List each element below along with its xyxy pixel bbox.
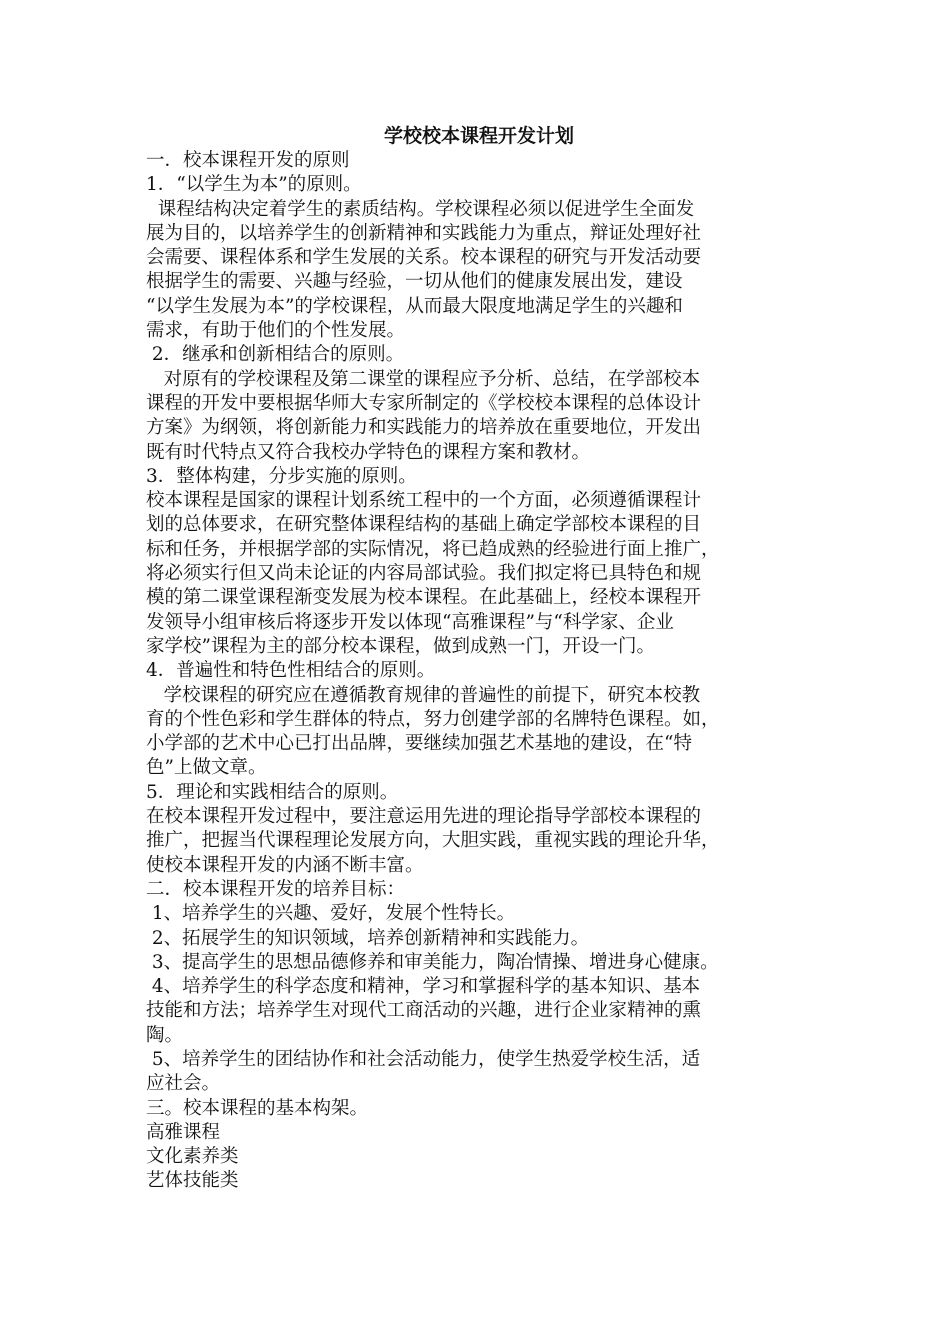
body-line: 展为目的，以培养学生的创新精神和实践能力为重点，辩证处理好社 xyxy=(146,222,702,244)
body-line: 标和任务，并根据学部的实际情况，将已趋成熟的经验进行面上推广， xyxy=(146,538,720,560)
body-line: 划的总体要求，在研究整体课程结构的基础上确定学部校本课程的目 xyxy=(146,514,702,536)
body-line: 对原有的学校课程及第二课堂的课程应予分析、总结，在学部校本 xyxy=(146,368,701,390)
body-line: 学校课程的研究应在遵循教育规律的普遍性的前提下，研究本校教 xyxy=(146,684,701,706)
body-line: 既有时代特点又符合我校办学特色的课程方案和教材。 xyxy=(146,441,591,463)
body-line: 在校本课程开发过程中，要注意运用先进的理论指导学部校本课程的 xyxy=(146,806,702,828)
body-line: 家学校”课程为主的部分校本课程，做到成熟一门，开设一门。 xyxy=(146,635,655,657)
framework-item: 艺体技能类 xyxy=(146,1170,239,1192)
body-line: “以学生发展为本”的学校课程，从而最大限度地满足学生的兴趣和 xyxy=(146,295,683,317)
body-line: 需求，有助于他们的个性发展。 xyxy=(146,320,406,342)
body-line: 会需要、课程体系和学生发展的关系。校本课程的研究与开发活动要 xyxy=(146,247,702,269)
principle-3-heading: 3．整体构建，分步实施的原则。 xyxy=(146,465,417,487)
principle-4-heading: 4．普遍性和特色性相结合的原则。 xyxy=(146,660,436,682)
heading-section-3: 三。校本课程的基本构架。 xyxy=(146,1097,369,1119)
heading-section-1: 一．校本课程开发的原则 xyxy=(146,150,350,171)
framework-item: 高雅课程 xyxy=(146,1121,221,1143)
body-line: 根据学生的需要、兴趣与经验，一切从他们的健康发展出发，建设 xyxy=(146,271,683,293)
body-line: 课程结构决定着学生的素质结构。学校课程必须以促进学生全面发 xyxy=(146,198,695,220)
document-title: 学校校本课程开发计划 xyxy=(383,125,574,147)
framework-item: 文化素养类 xyxy=(146,1146,239,1168)
body-line: 小学部的艺术中心已打出品牌，要继续加强艺术基地的建设，在“特 xyxy=(146,733,692,755)
principle-5-heading: 5．理论和实践相结合的原则。 xyxy=(146,781,399,803)
body-line: 课程的开发中要根据华师大专家所制定的《学校校本课程的总体设计 xyxy=(146,392,702,414)
body-line: 推广，把握当代课程理论发展方向，大胆实践，重视实践的理论升华， xyxy=(146,830,720,852)
body-line: 模的第二课堂课程渐变发展为校本课程。在此基础上，经校本课程开 xyxy=(146,587,702,609)
goal-item: 3、提高学生的思想品德修养和审美能力，陶冶情操、增进身心健康。 xyxy=(146,951,719,973)
body-line: 技能和方法；培养学生对现代工商活动的兴趣，进行企业家精神的熏 xyxy=(146,1000,702,1022)
body-line: 校本课程是国家的课程计划系统工程中的一个方面，必须遵循课程计 xyxy=(146,490,702,512)
body-line: 发领导小组审核后将逐步开发以体现“高雅课程”与“科学家、企业 xyxy=(146,611,674,633)
body-line: 陶。 xyxy=(146,1024,184,1046)
body-line: 应社会。 xyxy=(146,1073,221,1095)
goal-item: 2、拓展学生的知识领域，培养创新精神和实践能力。 xyxy=(146,927,590,949)
document-body xyxy=(146,149,812,1194)
body-line: 将必须实行但又尚未论证的内容局部试验。我们拟定将已具特色和规 xyxy=(146,563,702,585)
goal-item: 4、培养学生的科学态度和精神，学习和掌握科学的基本知识、基本 xyxy=(146,976,701,998)
body-line: 育的个性色彩和学生群体的特点，努力创建学部的名牌特色课程。如， xyxy=(146,708,720,730)
goal-item: 1、培养学生的兴趣、爱好，发展个性特长。 xyxy=(146,903,516,925)
principle-1-heading: 1．“以学生为本”的原则。 xyxy=(146,174,362,196)
body-line: 使校本课程开发的内涵不断丰富。 xyxy=(146,854,424,876)
goal-item: 5、培养学生的团结协作和社会活动能力，使学生热爱学校生活，适 xyxy=(146,1048,701,1070)
body-line: 方案》为纲领，将创新能力和实践能力的培养放在重要地位，开发出 xyxy=(146,417,702,439)
document-page xyxy=(146,124,812,1194)
body-line: 色”上做文章。 xyxy=(146,757,267,779)
heading-section-2: 二．校本课程开发的培养目标： xyxy=(146,878,406,900)
principle-2-heading: 2．继承和创新相结合的原则。 xyxy=(146,344,405,366)
